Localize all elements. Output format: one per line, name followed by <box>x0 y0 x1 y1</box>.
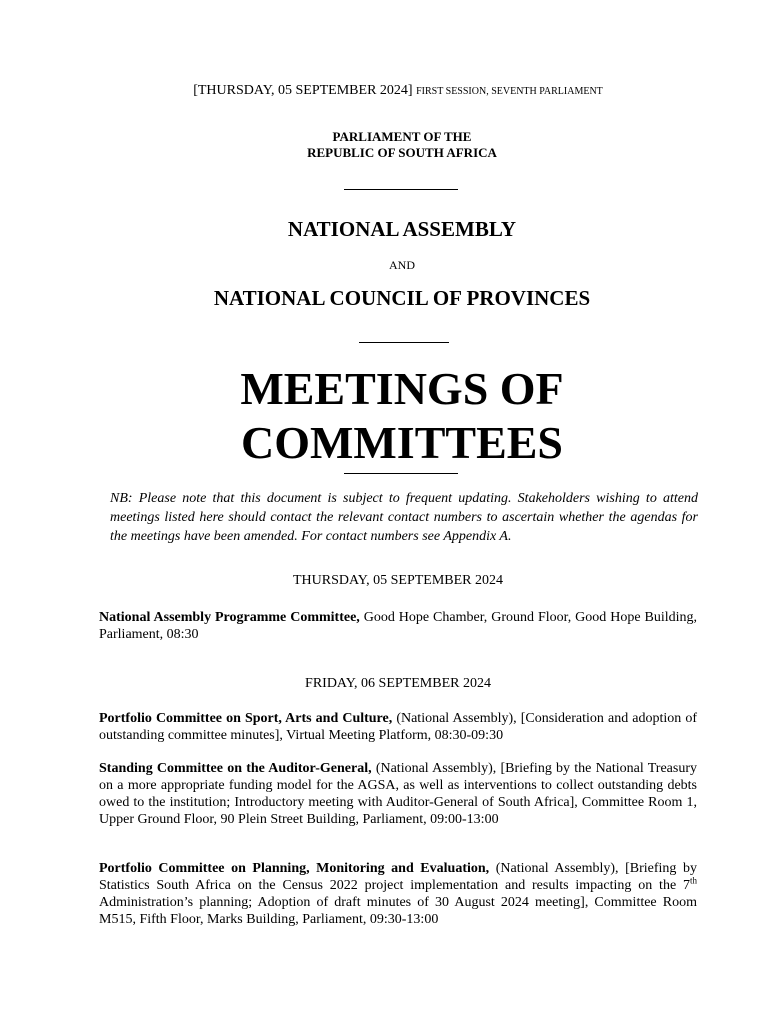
meeting-details: (National Assembly), [Consideration and adoption of outstanding committee minutes], Virtual Meeting Platform, 08:30-09:30 <box>99 711 697 743</box>
divider-2 <box>359 342 449 343</box>
day-heading: THURSDAY, 05 SEPTEMBER 2024 <box>292 573 504 588</box>
ncop-heading: NATIONAL COUNCIL OF PROVINCES <box>213 286 591 310</box>
meeting-entry <box>99 609 697 643</box>
divider-1 <box>344 189 458 190</box>
document-title <box>0 362 770 470</box>
meeting-entry <box>99 710 697 744</box>
meeting-details: Good Hope Chamber, Ground Floor, Good Hope Building, Parliament, 08:30 <box>99 610 698 642</box>
update-notice: NB: Please note that this document is subject to frequent updating. Stakeholders wishing to attend meetings listed here should contact the relevant contact numbers to ascertain whether the agendas for the meetings have been amended. For contact numbers see Appendix A. <box>110 491 698 544</box>
meeting-details: (National Assembly), [Briefing by Statistics South Africa on the Census 2022 project implementation and results impacting on the 7 <box>99 861 697 893</box>
meeting-details: (National Assembly), [Briefing by the National Treasury on a more appropriate funding model for the AGSA, as well as interventions to collect outstanding debts owed to the institution; Introductory meeting with Auditor-General of South Africa], Committee Room 1, Upper Ground Floor, 90 Plein Street Building, Parliament, 09:00-13:00 <box>99 761 697 827</box>
document-header <box>0 83 770 99</box>
parliament-heading <box>0 129 770 161</box>
parliament-line-2: REPUBLIC OF SOUTH AFRICA <box>307 145 497 160</box>
meeting-entry <box>99 760 697 828</box>
header-date: [THURSDAY, 05 SEPTEMBER 2024] <box>193 83 413 98</box>
committee-name: National Assembly Programme Committee, <box>99 610 360 625</box>
committee-name: Standing Committee on the Auditor-General, <box>99 761 372 776</box>
title-line-2: COMMITTEES <box>240 417 564 468</box>
meeting-entry <box>99 860 697 928</box>
day-heading: FRIDAY, 06 SEPTEMBER 2024 <box>305 676 491 691</box>
ordinal-suffix: th <box>689 875 697 886</box>
and-text: AND <box>389 258 415 272</box>
committee-name: Portfolio Committee on Sport, Arts and Culture, <box>99 711 393 726</box>
committee-name: Portfolio Committee on Planning, Monitoring and Evaluation, <box>99 861 490 876</box>
header-session: FIRST SESSION, SEVENTH PARLIAMENT <box>416 86 603 97</box>
divider-3 <box>344 473 458 474</box>
meeting-details-cont: Administration’s planning; Adoption of draft minutes of 30 August 2024 meeting], Committee Room M515, Fifth Floor, Marks Building, Parliament, 09:30-13:00 <box>99 895 697 927</box>
title-line-1: MEETINGS OF <box>240 363 564 414</box>
national-assembly-heading: NATIONAL ASSEMBLY <box>287 217 517 241</box>
parliament-line-1: PARLIAMENT OF THE <box>332 129 472 144</box>
